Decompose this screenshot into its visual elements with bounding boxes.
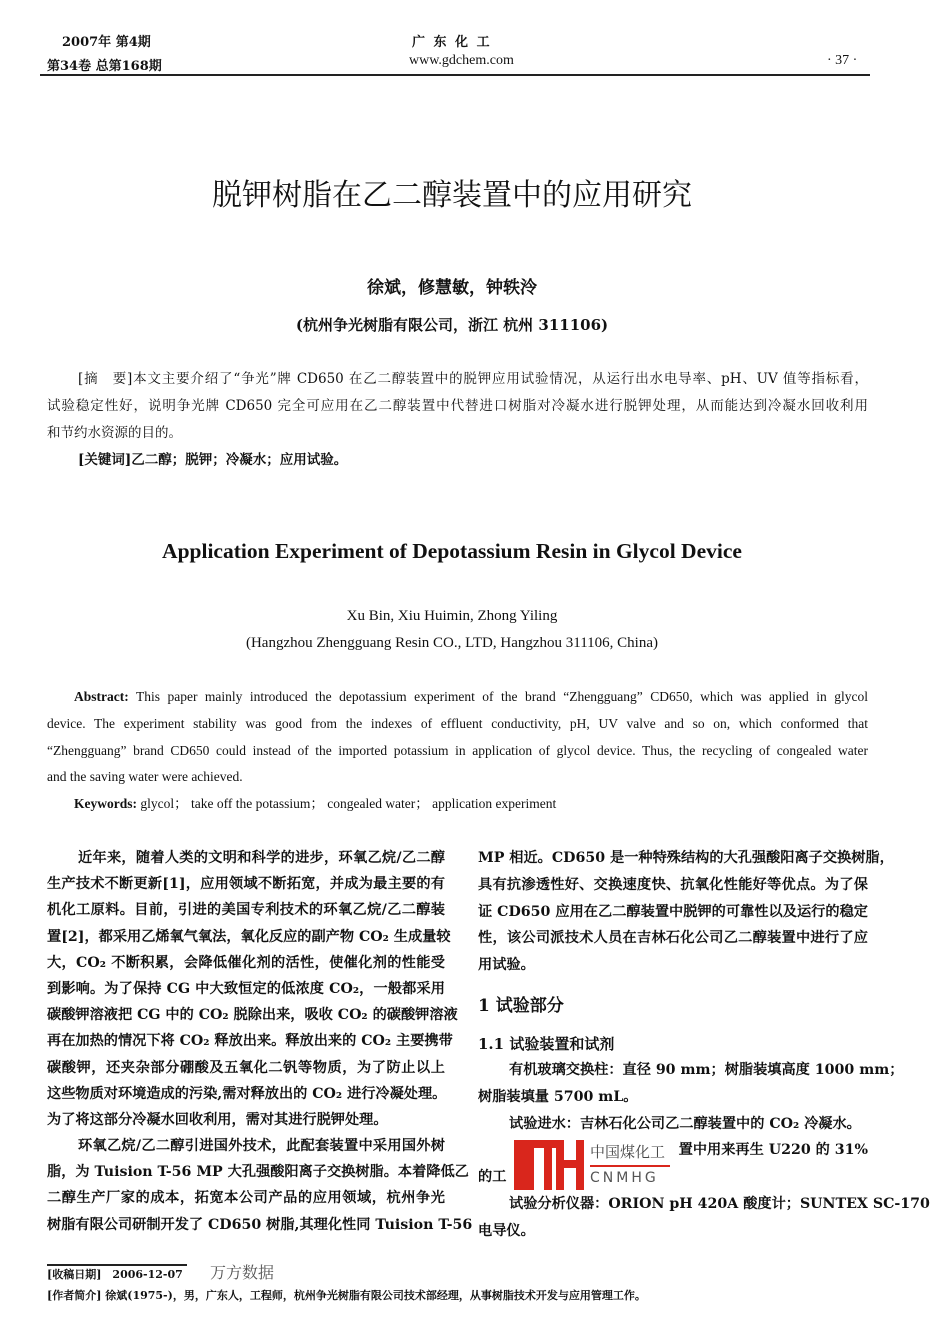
affiliation-en: (Hangzhou Zhengguang Resin CO., LTD, Hangzhou 311106, China) — [245, 635, 659, 651]
body-text-line: 具有抗渗透性好、交换速度快、抗氧化性能好等优点。为了保 — [478, 876, 868, 893]
header-rule — [40, 74, 870, 76]
issue-label: 2007年 第4期 — [62, 35, 151, 50]
abstract-cn — [47, 366, 868, 474]
body-text-line: 碳酸钾，还夹杂部分硼酸及五氧化二钒等物质，为了防止以上 — [47, 1059, 445, 1076]
title-cn: 脱钾树脂在乙二醇装置中的应用研究 — [212, 178, 692, 213]
equipment-line: 有机玻璃交换柱：直径 90 mm；树脂装填高度 1000 mm； — [509, 1062, 904, 1078]
body-text-line: 置[2]，都采用乙烯氧气氧法，氧化反应的副产物 CO₂ 生成量较 — [47, 928, 451, 945]
abstract-cn-line: 试验稳定性好，说明争光牌 CD650 完全可应用在乙二醇装置中代替进口树脂对冷凝水进行脱钾处理，从而能达到冷凝水回收利用 — [47, 398, 868, 414]
keywords-en-label: Keywords: — [74, 796, 137, 812]
watermark-en: CNMHG — [590, 1170, 659, 1186]
journal-website[interactable]: www.gdchem.com — [409, 53, 514, 68]
watermark-logo — [514, 1140, 670, 1190]
right-column-intro — [478, 845, 894, 979]
body-text-line: 大，CO₂ 不断积累，会降低催化剂的活性，使催化剂的性能受 — [47, 954, 445, 971]
watermark-divider — [590, 1165, 670, 1167]
keywords-en: glycol； take off the potassium； congealed water； application experiment — [137, 796, 557, 812]
keywords-cn: [关键词]乙二醇；脱钾；冷凝水；应用试验。 — [78, 452, 348, 468]
body-text-line: 树脂有限公司研制开发了 CD650 树脂,其理化性同 Tuision T-56 — [47, 1216, 473, 1233]
wanfang-watermark: 万方数据 — [210, 1263, 275, 1282]
body-text-line: 机化工原料。目前，引进的美国专利技术的环氧乙烷/乙二醇装 — [47, 902, 445, 919]
body-text-line: 这些物质对环境造成的污染,需对释放出的 CO₂ 进行冷凝处理。 — [47, 1085, 447, 1102]
body-text-line: 近年来，随着人类的文明和科学的进步，环氧乙烷/乙二醇 — [78, 850, 445, 866]
abstract-en-line: and the saving water were achieved. — [47, 769, 243, 785]
body-text-line: 用试验。 — [478, 957, 535, 974]
body-text-line: 性，该公司派技术人员在吉林石化公司乙二醇装置中进行了应 — [478, 930, 868, 947]
abstract-en-line: “Zhengguang” brand CD650 could instead of the imported potassium in application of glycol device. Thus, the recycling of congealed water — [47, 742, 868, 758]
body-text-line: 脂，为 Tuision T-56 MP 大孔强酸阳离子交换树脂。本着降低乙 — [47, 1164, 469, 1181]
author-bio: [作者简介] 徐斌(1975-)，男，广东人，工程师，杭州争光树脂有限公司技术部经理，从事树脂技术开发与应用管理工作。 — [47, 1289, 646, 1302]
instrument-line: 电导仪。 — [478, 1222, 535, 1239]
abstract-cn-line: [摘 要]本文主要介绍了“争光”牌 CD650 在乙二醇装置中的脱钾应用试验情况，从运行出水电导率、pH、UV 值等指标看， — [78, 371, 868, 387]
body-text-line: 为了将这部分冷凝水回收利用，需对其进行脱钾处理。 — [47, 1111, 388, 1128]
body-text-line: 再在加热的情况下将 CO₂ 释放出来。释放出来的 CO₂ 主要携带 — [47, 1033, 453, 1050]
authors-en: Xu Bin, Xiu Huimin, Zhong Yiling — [346, 608, 558, 624]
left-column — [47, 845, 473, 1238]
section-heading: 1 试验部分 — [478, 996, 564, 1016]
abstract-en-line: This paper mainly introduced the depotassium experiment of the brand “Zhengguang” CD650, which was applied in glycol — [128, 689, 868, 704]
abstract-cn-line: 和节约水资源的目的。 — [47, 425, 182, 441]
affiliation-cn: (杭州争光树脂有限公司，浙江 杭州 311106) — [295, 316, 609, 334]
body-text-line: MP 相近。CD650 是一种特殊结构的大孔强酸阳离子交换树脂， — [478, 850, 894, 866]
obscured-line-start: 的工 — [478, 1169, 507, 1186]
title-en: Application Experiment of Depotassium Resin in Glycol Device — [162, 539, 742, 563]
received-date: [收稿日期] 2006-12-07 — [47, 1268, 183, 1281]
body-text-line: 生产技术不断更新[1]，应用领域不断拓宽，并成为最主要的有 — [47, 876, 445, 893]
obscured-line-end: 置中用来再生 U220 的 31% — [678, 1142, 868, 1159]
watermark-mh-icon — [514, 1140, 584, 1190]
abstract-en-line: device. The experiment stability was good from the indexes of effluent conductivity, pH, UV valve and so on, which conformed that — [47, 715, 868, 731]
body-text-line: 二醇生产厂家的成本，拓宽本公司产品的应用领域，杭州争光 — [47, 1190, 445, 1207]
authors-cn: 徐斌，修慧敏，钟轶泠 — [367, 278, 537, 298]
abstract-en — [47, 684, 868, 818]
volume-label: 第34卷 总第168期 — [47, 59, 162, 74]
body-text-line: 证 CD650 应用在乙二醇装置中脱钾的可靠性以及运行的稳定 — [478, 903, 868, 920]
watermark-cn: 中国煤化工 — [590, 1143, 666, 1161]
subsection-heading: 1.1 试验装置和试剂 — [478, 1035, 615, 1053]
body-text-line: 到影响。为了保持 CG 中大致恒定的低浓度 CO₂，一般都采用 — [47, 980, 445, 997]
body-text-line: 碳酸钾溶液把 CG 中的 CO₂ 脱除出来，吸收 CO₂ 的碳酸钾溶液 — [47, 1007, 458, 1024]
feed-water-line: 试验进水：吉林石化公司乙二醇装置中的 CO₂ 冷凝水。 — [509, 1115, 861, 1132]
page-number: · 37 · — [827, 53, 858, 68]
journal-name: 广 东 化 工 — [412, 35, 492, 50]
abstract-en-label: Abstract: — [74, 689, 129, 704]
body-text-line: 环氧乙烷/乙二醇引进国外技术，此配套装置中采用国外树 — [78, 1138, 445, 1155]
instrument-line: 试验分析仪器：ORION pH 420A 酸度计；SUNTEX SC-170 — [509, 1195, 930, 1212]
equipment-line: 树脂装填量 5700 mL。 — [478, 1088, 638, 1105]
